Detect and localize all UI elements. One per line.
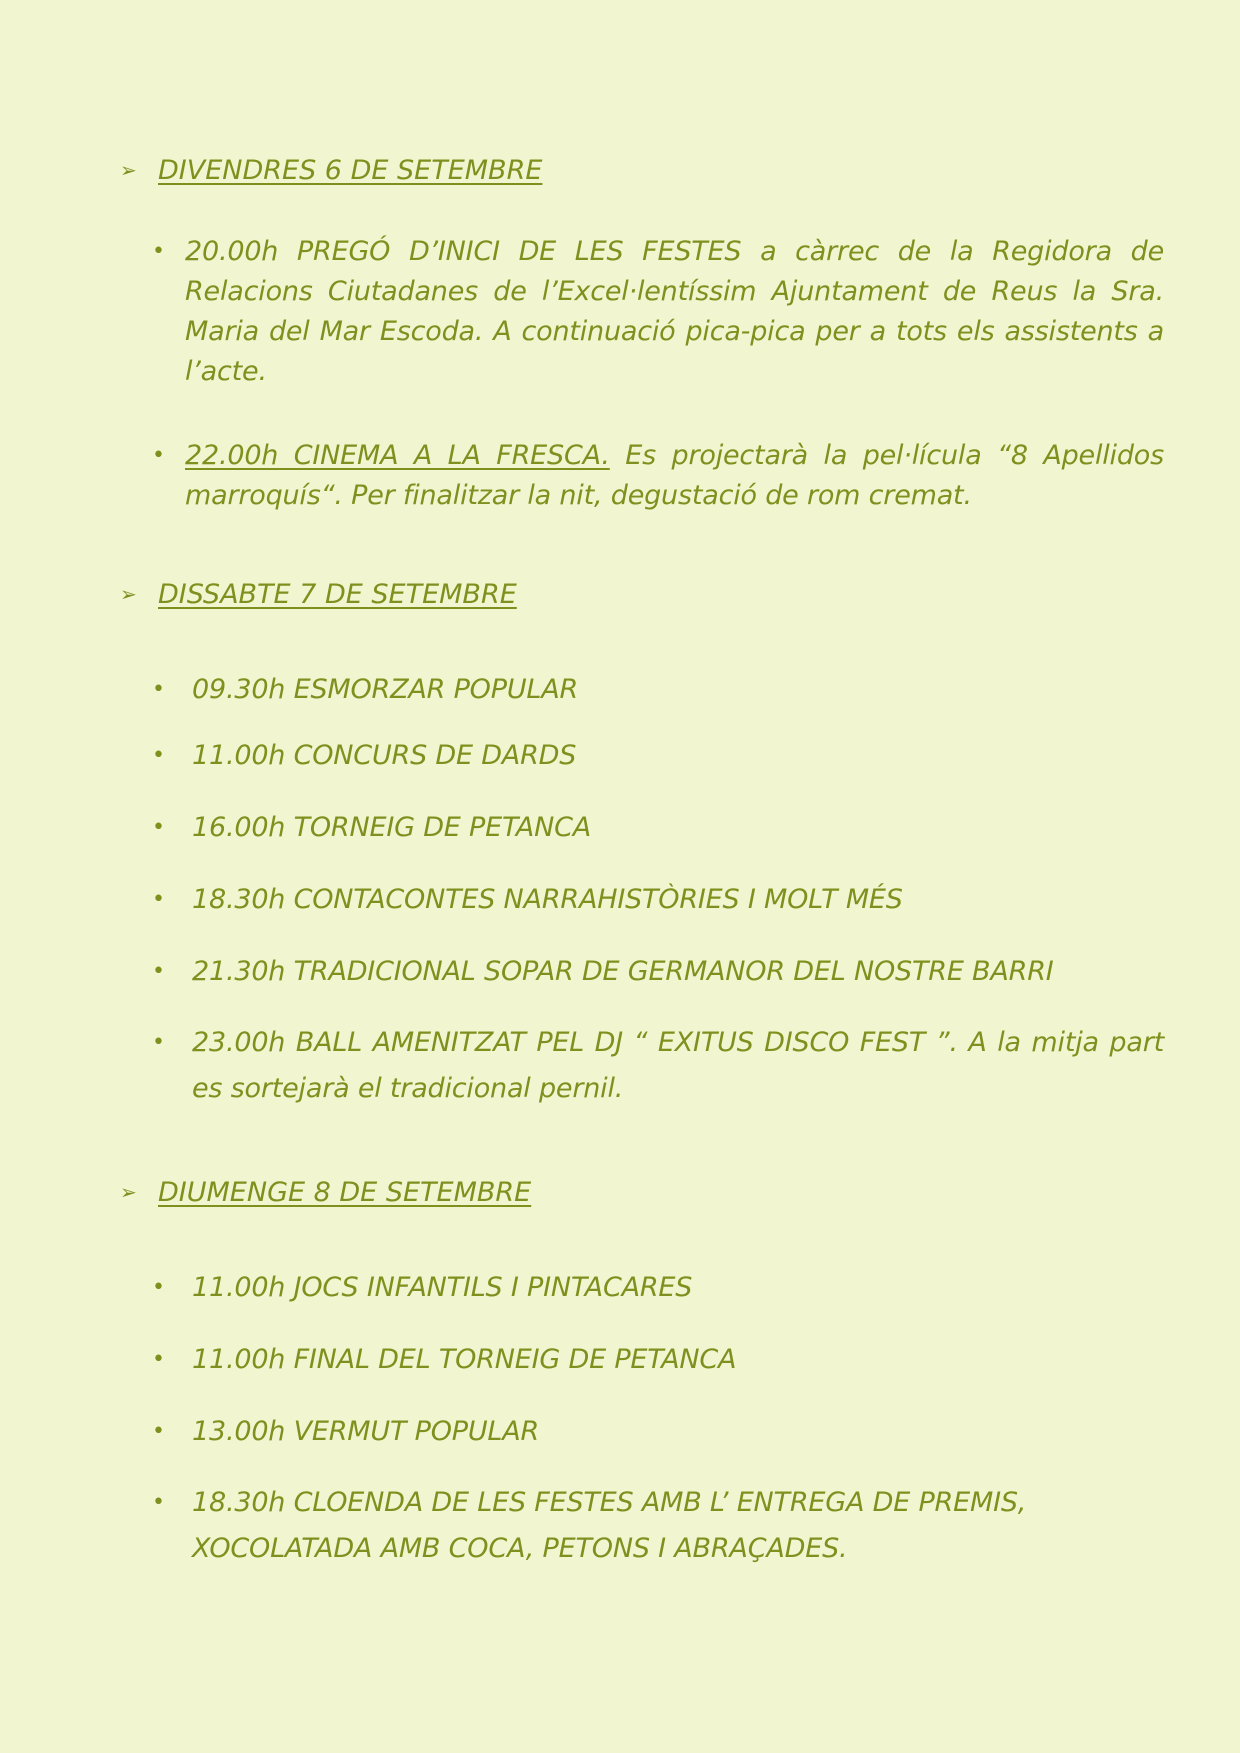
bullet-icon: •	[152, 443, 165, 468]
bullet-icon: •	[152, 1490, 165, 1515]
event-item	[152, 952, 1164, 992]
event-text: 13.00h VERMUT POPULAR	[192, 1416, 540, 1447]
event-text: 11.00h FINAL DEL TORNEIG DE PETANCA	[192, 1344, 737, 1375]
event-text: 21.30h TRADICIONAL SOPAR DE GERMANOR DEL NOSTRE BARRI	[192, 956, 1054, 987]
day-title: DIUMENGE 8 DE SETEMBRE	[158, 1177, 532, 1208]
event-item	[152, 436, 1164, 516]
event-text: 23.00h BALL AMENITZAT PEL DJ “ EXITUS DISCO FEST ”. A la mitja part es sortejarà el tradicional pernil.	[192, 1027, 1164, 1104]
event-item	[152, 1480, 1164, 1572]
arrow-bullet-icon: ➢	[120, 1180, 137, 1204]
arrow-bullet-icon: ➢	[120, 158, 137, 182]
event-item	[152, 736, 1164, 776]
event-item	[152, 232, 1164, 392]
event-item	[152, 880, 1164, 920]
day-title: DISSABTE 7 DE SETEMBRE	[158, 579, 517, 610]
bullet-icon: •	[152, 815, 165, 840]
bullet-icon: •	[152, 239, 165, 264]
bullet-icon: •	[152, 1275, 165, 1300]
bullet-icon: •	[152, 1419, 165, 1444]
day-heading-diumenge	[120, 1174, 531, 1211]
event-text: 11.00h CONCURS DE DARDS	[192, 740, 577, 771]
event-lead: 22.00h CINEMA A LA FRESCA.	[185, 440, 610, 471]
event-item	[152, 1268, 1164, 1308]
bullet-icon: •	[152, 677, 165, 702]
event-lead: 20.00h PREGÓ D’INICI DE LES FESTES	[185, 236, 742, 267]
event-text: 16.00h TORNEIG DE PETANCA	[192, 812, 591, 843]
event-description: a càrrec de la Regidora de Relacions Ciutadanes de l’Excel·lentíssim Ajuntament de Reus la Sra. Maria del Mar Escoda. A continuació pica-pica per a tots els assistents a l’acte.	[185, 236, 1164, 387]
bullet-icon: •	[152, 887, 165, 912]
event-item	[152, 808, 1164, 848]
bullet-icon: •	[152, 959, 165, 984]
event-item	[152, 1340, 1164, 1380]
day-title: DIVENDRES 6 DE SETEMBRE	[158, 155, 543, 186]
event-text: 11.00h JOCS INFANTILS I PINTACARES	[192, 1272, 693, 1303]
event-text: 18.30h CONTACONTES NARRAHISTÒRIES I MOLT MÉS	[192, 884, 903, 915]
event-description: Es projectarà la pel·lícula “8 Apellidos marroquís“. Per finalitzar la nit, degustació de rom cremat.	[185, 440, 1164, 511]
event-text: 18.30h CLOENDA DE LES FESTES AMB L’ ENTREGA DE PREMIS, XOCOLATADA AMB COCA, PETONS I ABRAÇADES.	[192, 1487, 1027, 1564]
bullet-icon: •	[152, 743, 165, 768]
arrow-bullet-icon: ➢	[120, 582, 137, 606]
event-item	[152, 1020, 1164, 1112]
event-item	[152, 670, 1164, 710]
day-heading-divendres	[120, 152, 542, 189]
event-text: 09.30h ESMORZAR POPULAR	[192, 674, 579, 705]
bullet-icon: •	[152, 1030, 165, 1055]
bullet-icon: •	[152, 1347, 165, 1372]
day-heading-dissabte	[120, 576, 517, 613]
event-item	[152, 1412, 1164, 1452]
